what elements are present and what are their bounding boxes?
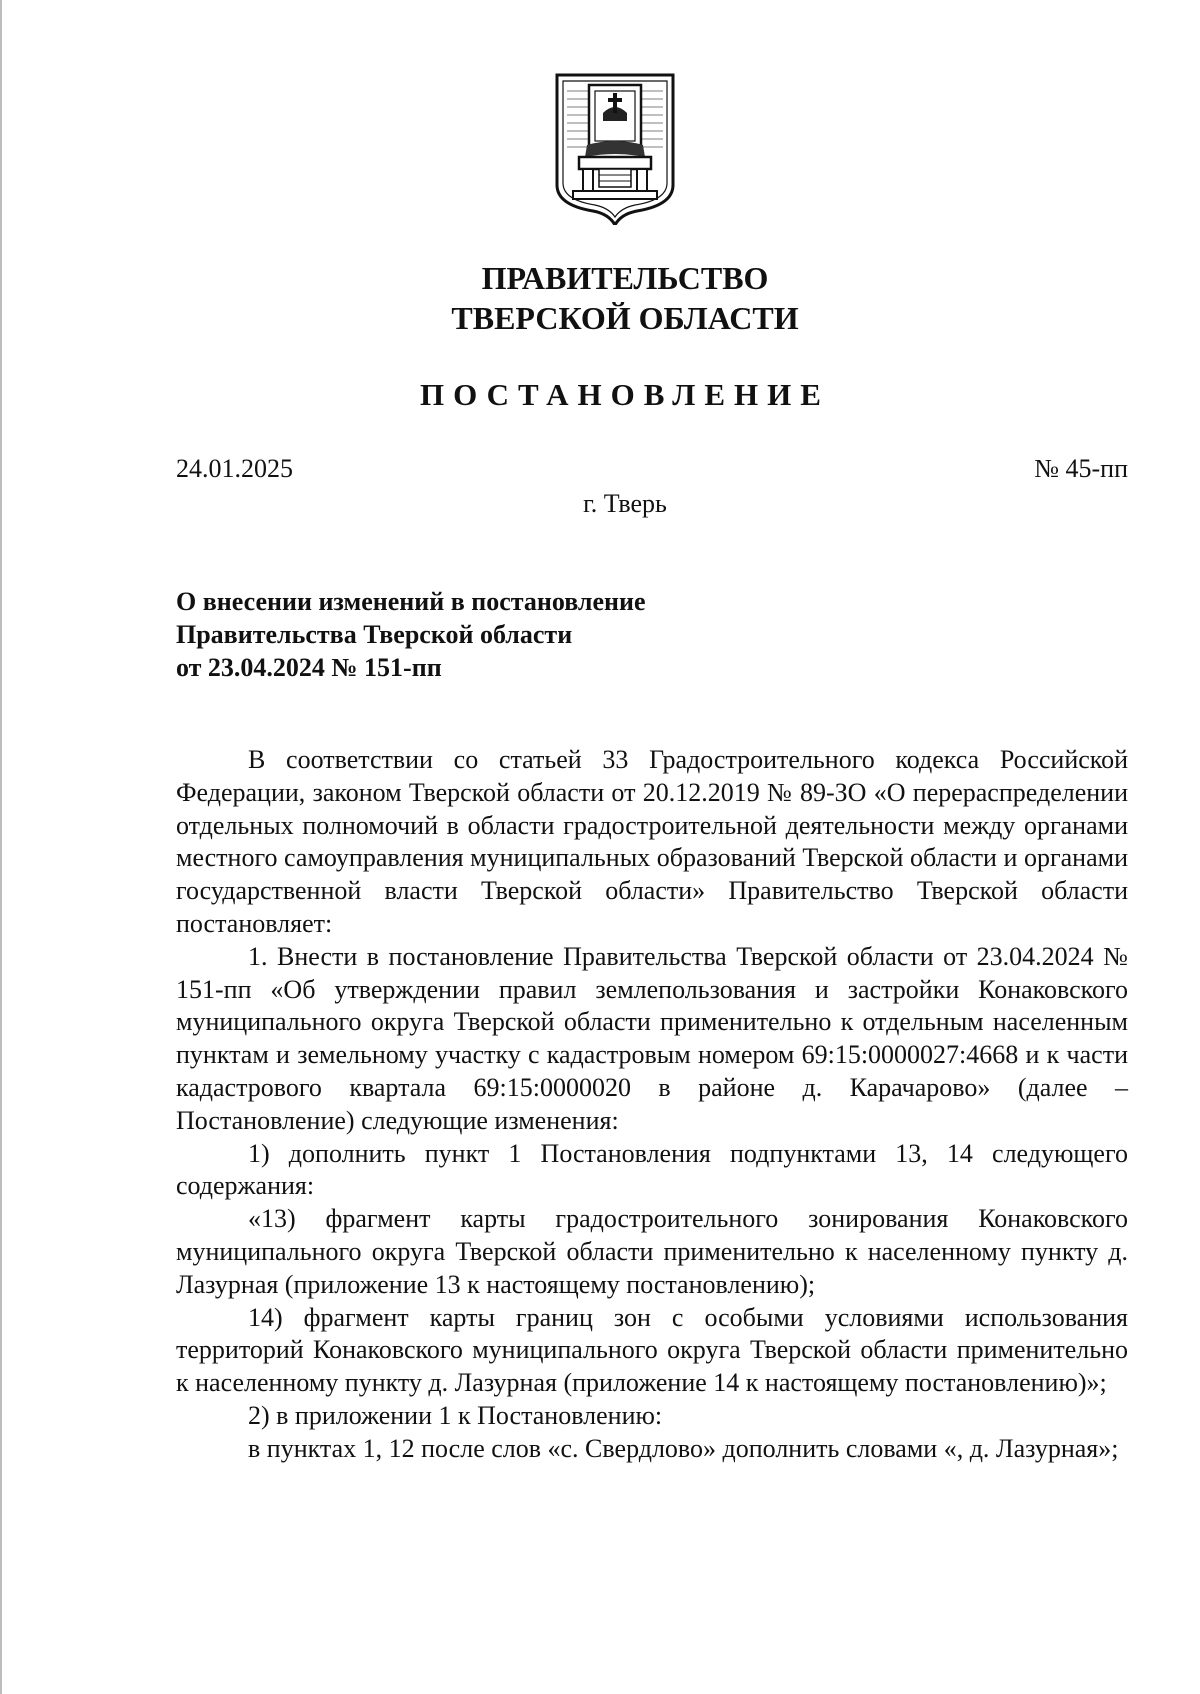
decree-title: ПОСТАНОВЛЕНИЕ [420,377,830,412]
subject-line2: Правительства Тверской области [176,620,573,649]
subject-line3: от 23.04.2024 № 151-пп [176,653,442,682]
government-title-line1: ПРАВИТЕЛЬСТВО [481,260,769,296]
scan-edge-line [0,0,2,1694]
body-paragraph-preamble: В соответствии со статьей 33 Градостроительного кодекса Российской Федерации, законом Тверской области от 20.12.2019 № 89-ЗО «О перераспределении отдельных полномочий в области градостроительной деятельности между органами местного самоуправления муниципальных образований Тверской области и органами государственной власти Тверской области» Правительство Тверской области постановляет: [176,745,1128,938]
body-paragraph-subitem-14: 14) фрагмент карты границ зон с особыми условиями использования территорий Конаковского муниципального округа Тверской области применительно к населенному пункту д. Лазурная (приложение 14 к настоящему постановлению)»; [176,1302,1128,1398]
subject-line1: О внесении изменений в постановление [176,587,646,616]
government-title-line2: ТВЕРСКОЙ ОБЛАСТИ [451,300,799,336]
body-paragraph-amendment: в пунктах 1, 12 после слов «с. Свердлово» дополнить словами «, д. Лазурная»; [248,1433,1119,1463]
body-paragraph-subitem-1: 1) дополнить пункт 1 Постановления подпунктами 13, 14 следующего содержания: [176,1138,1128,1201]
decree-city: г. Тверь [583,489,667,518]
decree-subject [176,585,876,684]
decree-body [176,744,1128,1466]
body-paragraph-subitem-13: «13) фрагмент карты градостроительного зонирования Конаковского муниципального округа Тверской области применительно к населенному пункту д. Лазурная (приложение 13 к настоящему постановлению); [176,1204,1128,1299]
decree-number: № 45-пп [1034,454,1128,483]
body-paragraph-item-1: 1. Внести в постановление Правительства Тверской области от 23.04.2024 № 151-пп «Об утверждении правил землепользования и застройки Конаковского муниципального округа Тверской области применительно к отдельным населенным пунктам и земельному участку с кадастровым номером 69:15:0000027:4668 и к части кадастрового квартала 69:15:0000020 в районе д. Карачарово» (далее – Постановление) следующие изменения: [176,941,1128,1135]
decree-date: 24.01.2025 [176,454,293,483]
government-title [0,258,1200,338]
body-paragraph-subitem-2: 2) в приложении 1 к Постановлению: [248,1400,663,1430]
coat-of-arms-emblem [553,73,677,225]
